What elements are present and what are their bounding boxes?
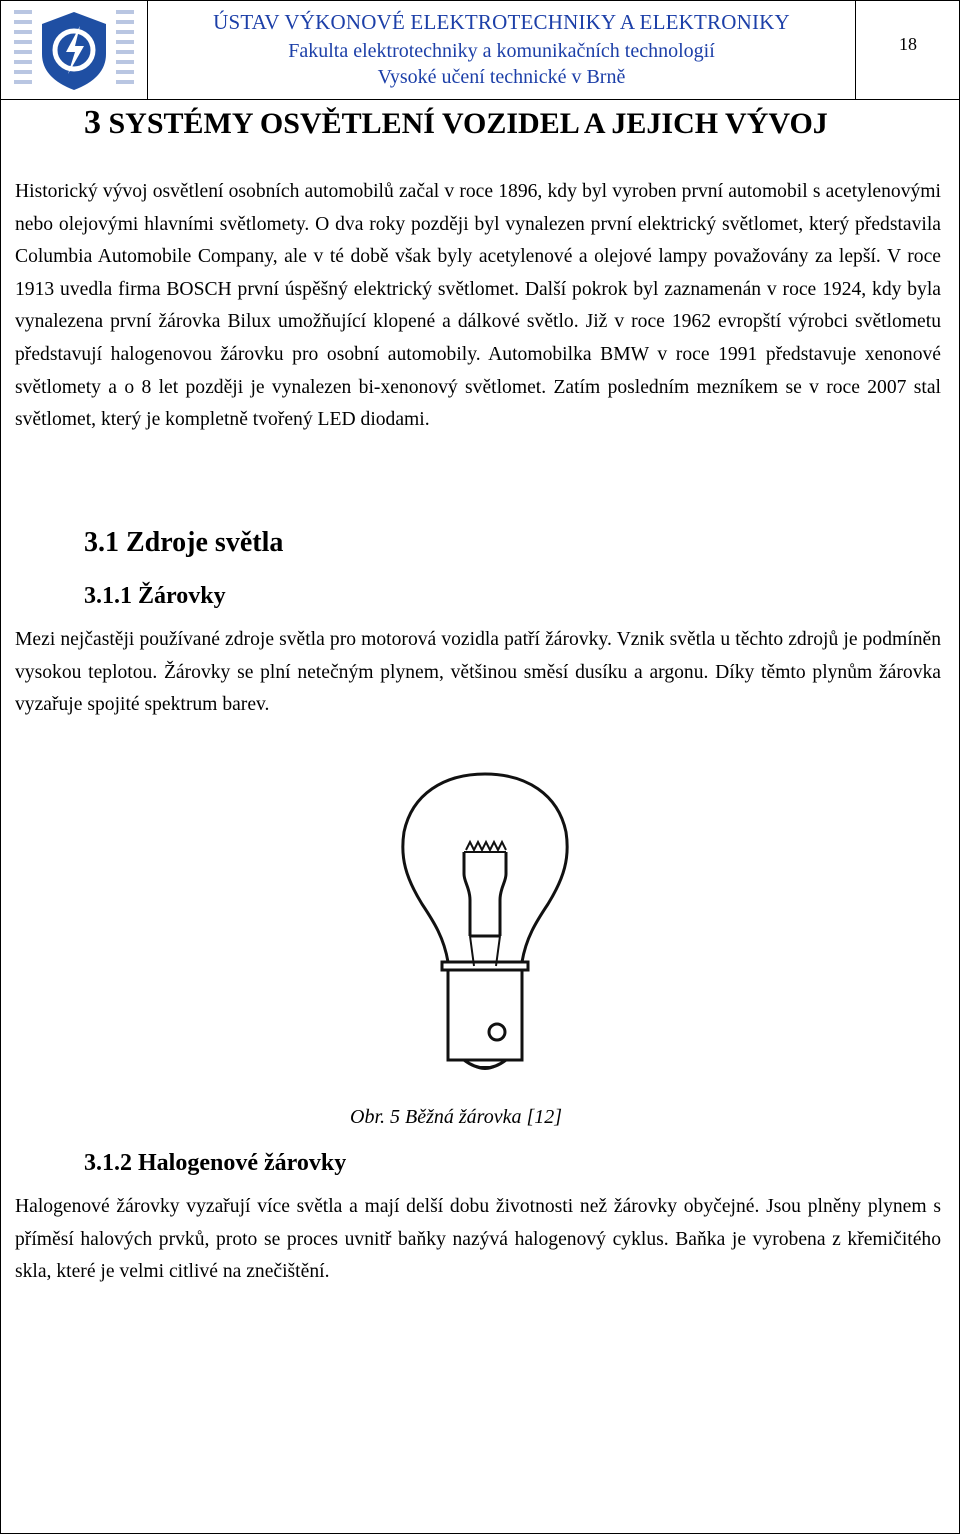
figure-caption: Obr. 5 Běžná žárovka [12] — [350, 1106, 563, 1128]
institute-name: ÚSTAV VÝKONOVÉ ELEKTROTECHNIKY A ELEKTRONIKY — [213, 10, 790, 34]
section-3-1-heading: 3.1 Zdroje světla — [84, 527, 284, 558]
page-number: 18 — [899, 34, 917, 54]
chapter-intro-paragraph: Historický vývoj osvětlení osobních automobilů začal v roce 1896, kdy byl vyroben první automobil s acetylenovými nebo olejovými hlavními světlomety. O dva roky později byl vynalezen první elektrický světlomet, který představila Columbia Automobile Company, ale v té době však byly acetylenové a olejové lampy považovány za lepší. V roce 1913 uvedla firma BOSCH první úspěšný elektrický světlomet. Další pokrok byl zaznamenán v roce 1924, kdy byla vynalezena první žárovka Bilux umožňující klopené a dálkové světlo. Již v roce 1962 evropští výrobci světlometu představují halogenovou žárovku pro osobní automobily. Automobilka BMW v roce 1991 představuje xenonové světlomety a o 8 let později je vynalezen bi-xenonový světlomet. Zatím posledním mezníkem se v roce 2007 stal světlomet, který je kompletně tvořený LED diodami. — [15, 181, 941, 431]
university-name: Vysoké učení technické v Brně — [377, 66, 626, 88]
faculty-name: Fakulta elektrotechniky a komunikačních technologií — [288, 40, 715, 62]
section-3-1-2-paragraph: Halogenové žárovky vyzařují více světla a mají delší dobu životnosti než žárovky obyčejné. Jsou plněny plynem s příměsí halových prvků, proto se proces uvnitř baňky nazývá halogenový cyklus. Baňka je vyrobena z křemičitého skla, které je velmi citlivé na znečištění. — [15, 1196, 941, 1283]
section-3-1-1-heading: 3.1.1 Žárovky — [84, 583, 226, 609]
light-bulb-figure — [400, 770, 570, 1080]
page-header — [0, 0, 960, 100]
logo-cell — [0, 0, 148, 100]
header-title-cell — [148, 0, 856, 100]
section-3-1-1-paragraph: Mezi nejčastěji používané zdroje světla pro motorová vozidla patří žárovky. Vznik světla u těchto zdrojů je podmíněn vysokou teplotou. Žárovky se plní netečným plynem, většinou směsí dusíku a argonu. Díky těmto plynům žárovka vyzařuje spojité spektrum barev. — [15, 629, 941, 716]
section-3-1-2-heading: 3.1.2 Halogenové žárovky — [84, 1150, 347, 1176]
page-number-cell — [856, 0, 960, 100]
chapter-number: 3 — [84, 104, 101, 141]
chapter-title-text: SYSTÉMY OSVĚTLENÍ VOZIDEL A JEJICH VÝVOJ — [108, 107, 828, 140]
chapter-title — [84, 104, 828, 142]
university-logo-icon — [14, 8, 134, 92]
